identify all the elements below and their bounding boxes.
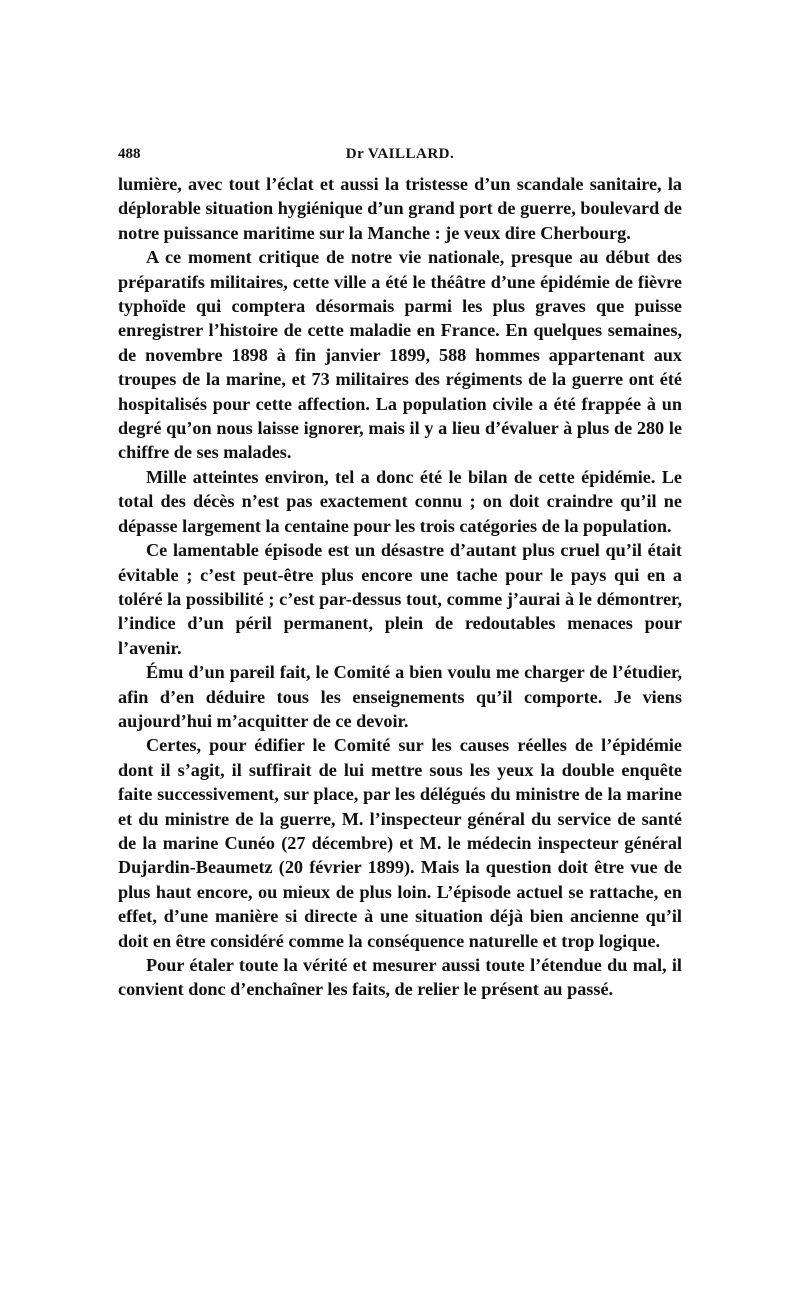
paragraph: Ce lamentable épisode est un désastre d’autant plus cruel qu’il était évitable ; c’est peut-être plus encore une tache pour le pays qui en a toléré la possibilité ; c’est par-dessus tout, comme j’aurai à le démontrer, l’indice d’un péril permanent, plein de redoutables menaces pour l’avenir. [118, 540, 682, 658]
paragraph-continuation: lumière, avec tout l’éclat et aussi la tristesse d’un scandale sanitaire, la déplorable situation hygiénique d’un grand port de guerre, boulevard de notre puissance maritime sur la Manche : je veux dire Cherbourg. [118, 174, 682, 243]
paragraph: A ce moment critique de notre vie nationale, presque au début des préparatifs militaires, cette ville a été le théâtre d’une épidémie de fièvre typhoïde qui comptera désormais parmi les plus graves que puisse enregistrer l’histoire de cette maladie en France. En quelques semaines, de novembre 1898 à fin janvier 1899, 588 hommes appartenant aux troupes de la marine, et 73 militaires des régiments de la guerre ont été hospitalisés pour cette affection. La population civile a été frappée à un degré qu’on nous laisse ignorer, mais il y a lieu d’évaluer à plus de 280 le chiffre de ses malades. [118, 247, 682, 463]
running-title: Dr VAILLARD. [345, 146, 455, 162]
paragraph: Pour étaler toute la vérité et mesurer aussi toute l’étendue du mal, il convient donc d’enchaîner les faits, de relier le présent au passé. [118, 955, 682, 1000]
page-number: 488 [118, 146, 141, 162]
paragraph: Certes, pour édifier le Comité sur les causes réelles de l’épidémie dont il s’agit, il suffirait de lui mettre sous les yeux la double enquête faite successivement, sur place, par les délégués du ministre de la marine et du ministre de la guerre, M. l’inspecteur général du service de santé de la marine Cunéo (27 décembre) et M. le médecin inspecteur général Dujardin-Beaumetz (20 février 1899). Mais la question doit être vue de plus haut encore, ou mieux de plus loin. L’épisode actuel se rattache, en effet, d’une manière si directe à une situation déjà bien ancienne qu’il doit en être considéré comme la conséquence naturelle et trop logique. [118, 735, 682, 951]
body-text [118, 172, 682, 1002]
running-head [118, 140, 682, 166]
book-page [118, 140, 682, 1002]
paragraph: Ému d’un pareil fait, le Comité a bien voulu me charger de l’étudier, afin d’en déduire tous les enseignements qu’il comporte. Je viens aujourd’hui m’acquitter de ce devoir. [118, 662, 682, 731]
paragraph: Mille atteintes environ, tel a donc été le bilan de cette épidémie. Le total des décès n’est pas exactement connu ; on doit craindre qu’il ne dépasse largement la centaine pour les trois catégories de la population. [118, 466, 682, 536]
